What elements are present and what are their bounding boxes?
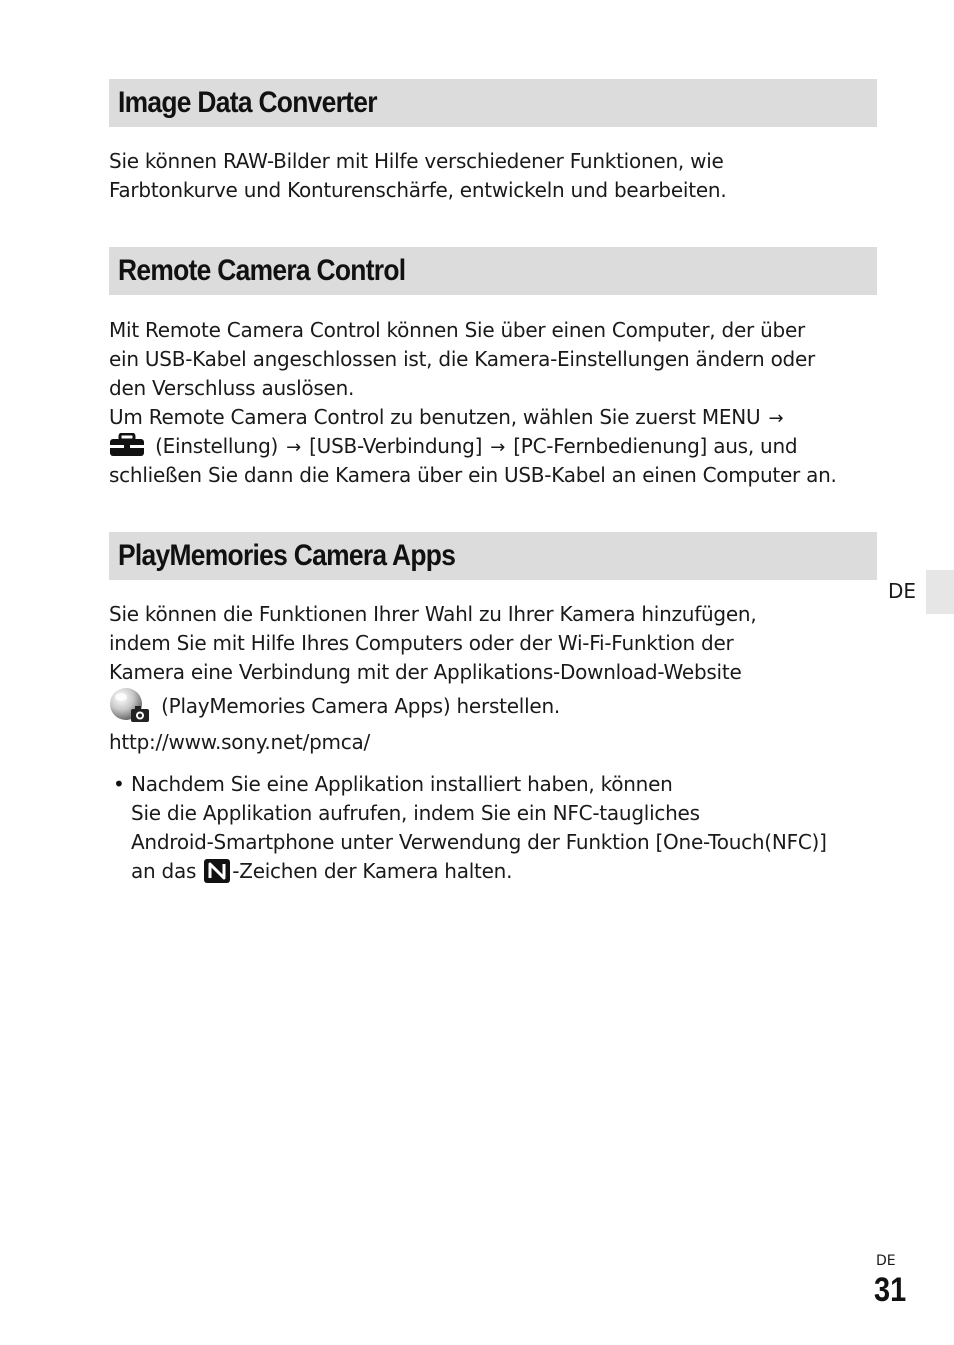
url-link[interactable]: http://www.sony.net/pmca/ — [109, 730, 371, 754]
arrow-right-icon: → — [286, 437, 302, 458]
page-number: 31 — [874, 1271, 907, 1309]
text-line: Farbtonkurve und Konturenschärfe, entwickeln und bearbeiten. — [109, 178, 727, 202]
text-line: Mit Remote Camera Control können Sie über einen Computer, der über — [109, 318, 805, 342]
icon-line — [109, 687, 889, 716]
step-usb: [USB-Verbindung] — [309, 434, 483, 458]
playmemories-icon — [109, 687, 151, 723]
step-pc: [PC-Fernbedienung] aus, und — [513, 434, 798, 458]
text-line: Nachdem Sie eine Applikation installiert haben, können — [131, 772, 673, 796]
text-line: Sie können RAW-Bilder mit Hilfe verschiedener Funktionen, wie — [109, 149, 724, 173]
language-side-label: DE — [888, 579, 917, 603]
nfc-before: an das — [131, 859, 197, 883]
toolbox-icon — [109, 433, 145, 457]
text-line: den Verschluss auslösen. — [109, 376, 355, 400]
text-line: Android-Smartphone unter Verwendung der Funktion [One-Touch(NFC)] — [131, 830, 827, 854]
arrow-right-icon: → — [490, 437, 506, 458]
instruction-line-2 — [109, 432, 889, 461]
text-line: schließen Sie dann die Kamera über ein USB-Kabel an einen Computer an. — [109, 463, 837, 487]
text-line: indem Sie mit Hilfe Ihres Computers oder der Wi-Fi-Funktion der — [109, 631, 734, 655]
step-setup: (Einstellung) — [155, 434, 279, 458]
text-line: Sie können die Funktionen Ihrer Wahl zu Ihrer Kamera hinzufügen, — [109, 602, 757, 626]
nfc-n-mark-icon — [203, 858, 231, 884]
nfc-line — [131, 857, 891, 886]
section-title-remote-camera-control: Remote Camera Control — [118, 254, 406, 287]
paragraph-remote-camera-control — [109, 316, 889, 490]
playmemories-text: (PlayMemories Camera Apps) herstellen. — [161, 694, 560, 718]
instruction-intro: Um Remote Camera Control zu benutzen, wählen Sie zuerst MENU — [109, 405, 761, 429]
arrow-right-icon: → — [768, 408, 784, 429]
section-title-playmemories: PlayMemories Camera Apps — [118, 539, 456, 572]
paragraph-image-data-converter — [109, 147, 889, 205]
bullet-text — [131, 770, 891, 886]
nfc-after: -Zeichen der Kamera halten. — [232, 859, 513, 883]
section-title-image-data-converter: Image Data Converter — [118, 86, 377, 119]
text-line: ein USB-Kabel angeschlossen ist, die Kamera-Einstellungen ändern oder — [109, 347, 816, 371]
text-line: Sie die Applikation aufrufen, indem Sie ein NFC-taugliches — [131, 801, 700, 825]
bullet-marker: • — [113, 772, 125, 796]
language-side-tab — [926, 570, 954, 614]
page-language-label: DE — [876, 1253, 896, 1269]
instruction-line-1 — [109, 403, 889, 432]
text-line: Kamera eine Verbindung mit der Applikations-Download-Website — [109, 660, 742, 684]
paragraph-playmemories — [109, 600, 889, 716]
